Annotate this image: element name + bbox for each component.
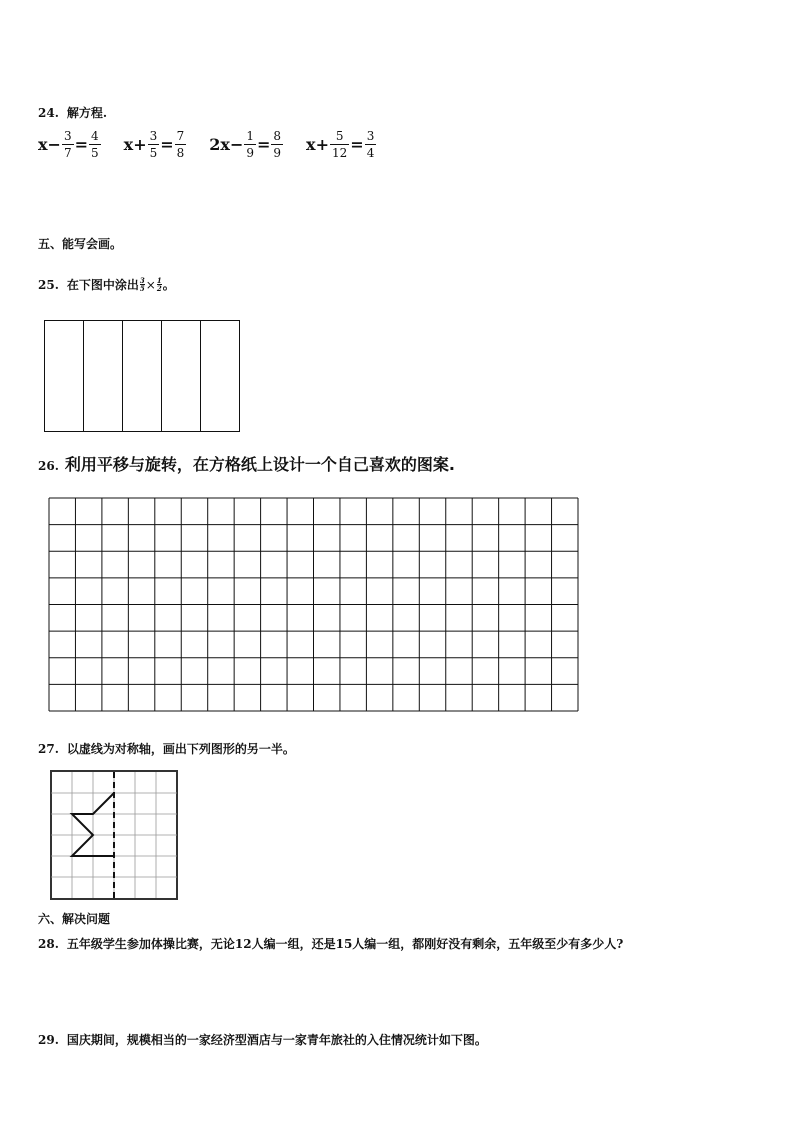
section-6-title: 六、解决问题 bbox=[38, 912, 111, 926]
q26-heading bbox=[38, 452, 455, 475]
q26-number: 26. bbox=[38, 459, 59, 473]
q24-title: 解方程. bbox=[66, 106, 108, 120]
numerator: 5 bbox=[335, 129, 344, 143]
q28-number: 28. bbox=[38, 937, 59, 951]
fraction bbox=[330, 130, 349, 159]
equation-1 bbox=[38, 130, 102, 159]
q27-symmetry-grid[interactable] bbox=[50, 770, 179, 901]
q24-equations bbox=[38, 130, 377, 159]
equals-sign: = bbox=[160, 135, 174, 154]
denominator: 7 bbox=[63, 146, 72, 160]
numerator: 3 bbox=[366, 129, 375, 143]
q25-text-after: 。 bbox=[162, 278, 175, 292]
denominator: 9 bbox=[273, 146, 282, 160]
equation-4 bbox=[306, 130, 377, 159]
times-sign: × bbox=[145, 277, 156, 292]
fraction bbox=[365, 130, 377, 159]
equals-sign: = bbox=[350, 135, 364, 154]
equation-var: x bbox=[38, 135, 48, 154]
q29-heading bbox=[38, 1031, 487, 1048]
numerator: 1 bbox=[156, 276, 162, 285]
fraction bbox=[62, 130, 74, 159]
q27-heading bbox=[38, 740, 295, 757]
denominator: 4 bbox=[366, 146, 375, 160]
fraction bbox=[244, 130, 256, 159]
equals-sign: = bbox=[74, 135, 88, 154]
equation-op: − bbox=[229, 135, 244, 154]
q28-text: 五年级学生参加体操比赛，无论12人编一组，还是15人编一组，都刚好没有剩余，五年级至少有多少人? bbox=[66, 937, 624, 951]
q24-number: 24. bbox=[38, 106, 59, 120]
fraction bbox=[89, 130, 101, 159]
equals-sign: = bbox=[257, 135, 271, 154]
denominator: 5 bbox=[139, 284, 145, 293]
equation-2 bbox=[124, 130, 188, 159]
numerator: 1 bbox=[246, 129, 254, 143]
q28-heading bbox=[38, 935, 623, 952]
fraction bbox=[271, 130, 283, 159]
equation-op: − bbox=[47, 135, 61, 154]
equation-op: + bbox=[315, 135, 329, 154]
numerator: 7 bbox=[176, 129, 185, 143]
denominator: 2 bbox=[156, 284, 162, 293]
fraction bbox=[140, 277, 145, 292]
equation-var: 2x bbox=[209, 135, 230, 154]
fraction bbox=[157, 277, 162, 292]
section-5-title: 五、能写会画。 bbox=[38, 237, 123, 251]
q26-text: 利用平移与旋转，在方格纸上设计一个自己喜欢的图案. bbox=[64, 455, 455, 474]
numerator: 8 bbox=[273, 129, 282, 143]
q25-rectangle-figure[interactable] bbox=[44, 320, 242, 434]
denominator: 5 bbox=[91, 146, 99, 160]
equation-var: x bbox=[123, 135, 134, 154]
rectangle-outline bbox=[45, 321, 240, 432]
q24-heading bbox=[38, 104, 107, 121]
q27-number: 27. bbox=[38, 742, 59, 756]
equation-3 bbox=[209, 130, 284, 159]
denominator: 5 bbox=[149, 146, 158, 160]
numerator: 4 bbox=[91, 129, 99, 143]
denominator: 12 bbox=[332, 146, 348, 160]
q25-text-before: 在下图中涂出 bbox=[66, 278, 139, 292]
q27-text: 以虚线为对称轴，画出下列图形的另一半。 bbox=[66, 742, 295, 756]
equation-op: + bbox=[133, 135, 147, 154]
equation-var: x bbox=[306, 135, 316, 154]
fraction bbox=[148, 130, 160, 159]
q26-square-grid[interactable] bbox=[48, 497, 579, 712]
numerator: 3 bbox=[63, 129, 72, 143]
q25-heading bbox=[38, 276, 175, 293]
fraction bbox=[175, 130, 187, 159]
numerator: 3 bbox=[139, 276, 145, 285]
denominator: 9 bbox=[246, 146, 254, 160]
q29-text: 国庆期间，规模相当的一家经济型酒店与一家青年旅社的入住情况统计如下图。 bbox=[66, 1033, 487, 1047]
denominator: 8 bbox=[176, 146, 185, 160]
q25-number: 25. bbox=[38, 277, 59, 292]
q29-number: 29. bbox=[38, 1033, 59, 1047]
numerator: 3 bbox=[149, 129, 158, 143]
